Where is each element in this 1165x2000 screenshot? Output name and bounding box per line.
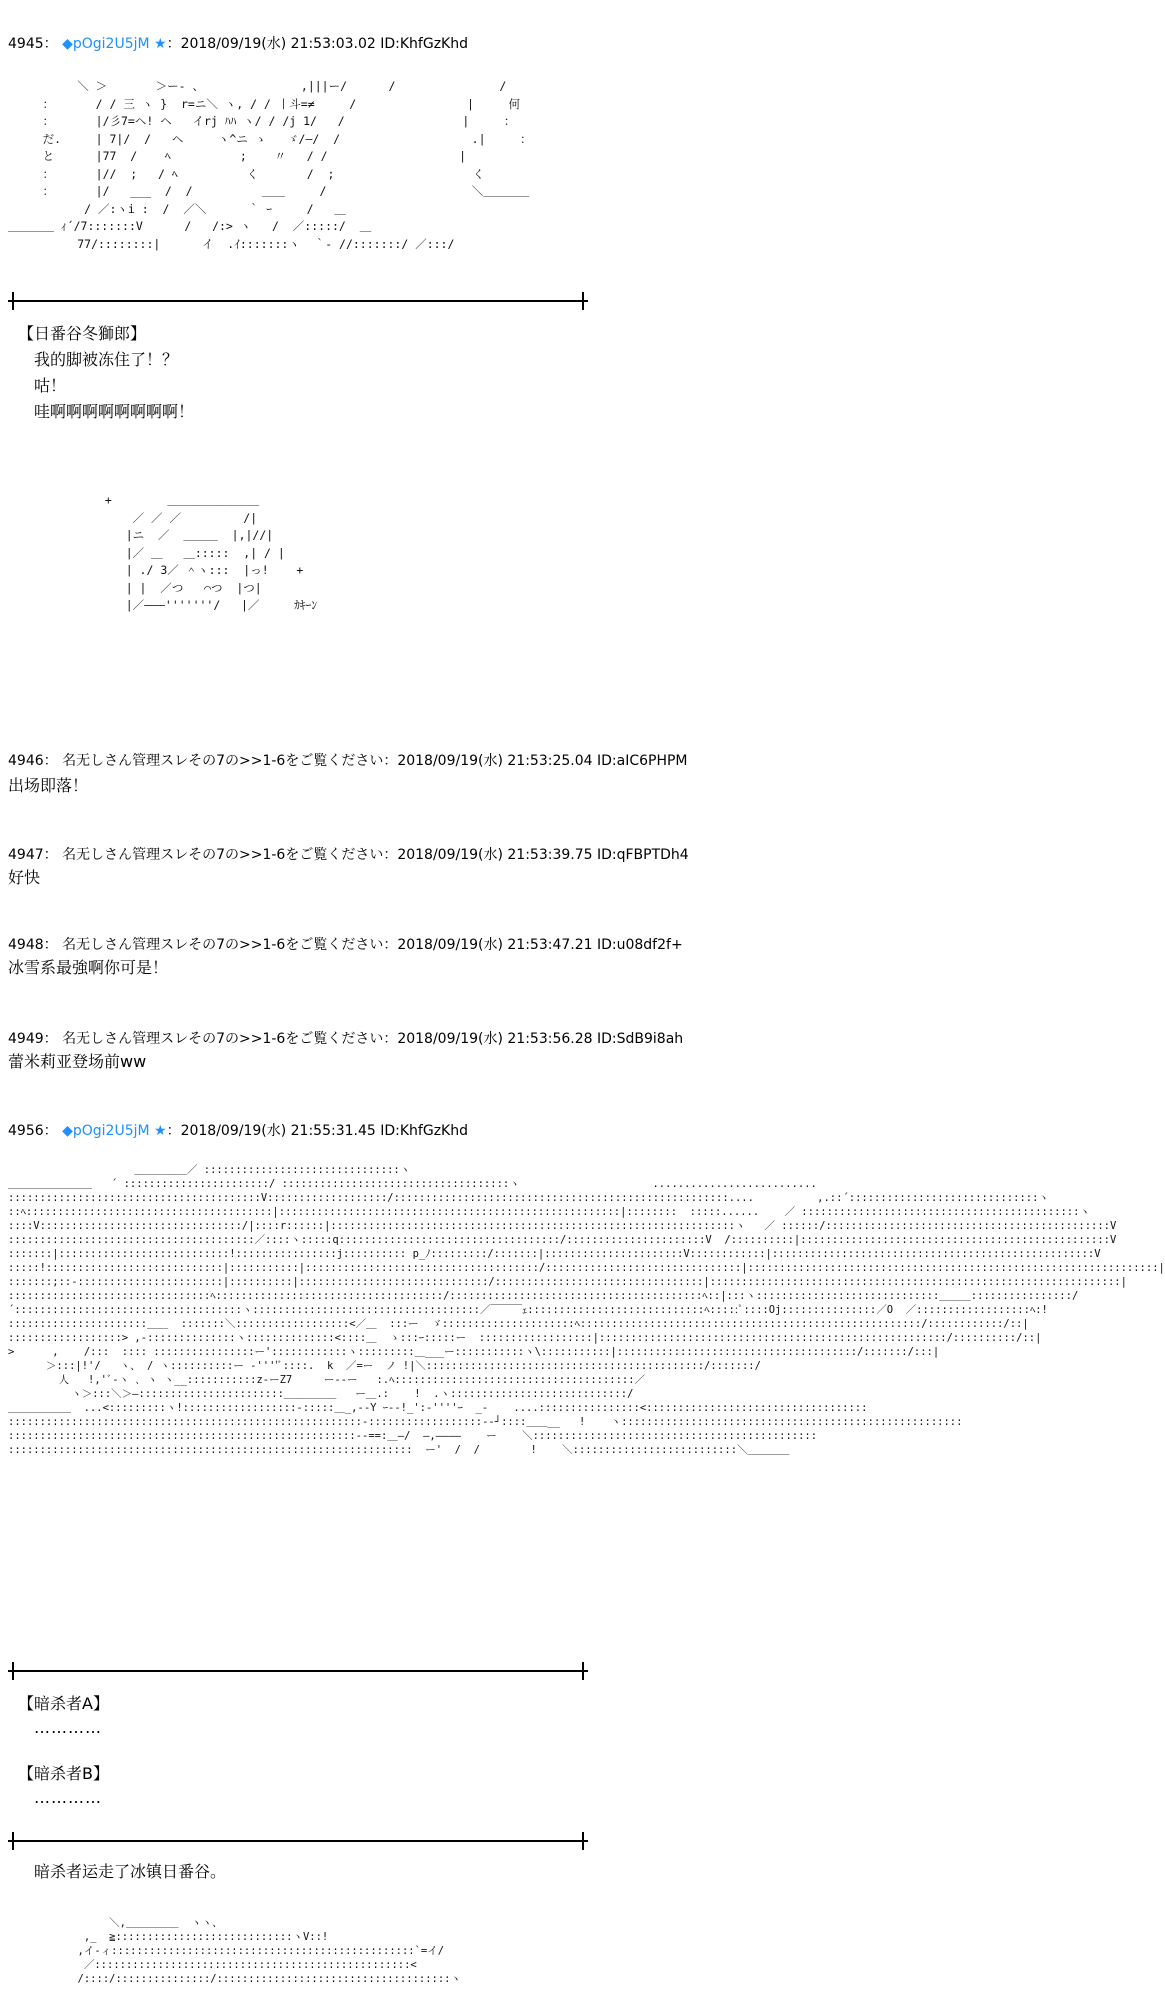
dialogue-line: ………… (34, 1788, 102, 1807)
post-header: 4949： 名无しさん管理スレその7の>>1-6をご覧ください：2018/09/19(水) 21:53:56.28 ID:SdB9i8ah (8, 1031, 684, 1047)
ascii-art-closing: ＼,＿＿＿＿＿ ヽヽ、 ,_ ≧::::::::::::::::::::::::::::ヽV::! ,イ-ィ::::::::::::::::::::::::::::::::::::::::::::::::`=イ/ ／::::::::::::::::::::::::::::::::::::::::::::::::::< /::::/:::::::::::::::/:::::::::::::::::::::::::::::::::::::ヽ (77, 1917, 462, 1985)
poster-name[interactable]: ◆pOgi2U5jM ★ (62, 36, 167, 52)
post-meta: ：2018/09/19(水) 21:53:56.28 ID:SdB9i8ah (383, 1031, 684, 1047)
post-meta: ：2018/09/19(水) 21:53:39.75 ID:qFBPTDh4 (383, 847, 689, 863)
divider (8, 1840, 588, 1842)
post-number: 4947 (8, 847, 44, 863)
post-number: 4949 (8, 1031, 44, 1047)
post-header: 4956： ◆pOgi2U5jM ★：2018/09/19(水) 21:55:31.45 ID:KhfGzKhd (8, 1123, 468, 1139)
speaker-label: 【暗杀者B】 (18, 1764, 109, 1783)
dialogue-line: 我的脚被冻住了！？ (34, 350, 179, 369)
post-header: 4945： ◆pOgi2U5jM ★：2018/09/19(水) 21:53:03.02 ID:KhfGzKhd (8, 36, 468, 52)
divider (8, 1670, 588, 1672)
dialogue-line: 咕！ (34, 376, 67, 395)
post-body: 蕾米莉亚登场前ww (8, 1052, 147, 1071)
poster-name: 名无しさん管理スレその7の>>1-6をご覧ください (62, 1031, 384, 1047)
post-header: 4947： 名无しさん管理スレその7の>>1-6をご覧ください：2018/09/19(水) 21:53:39.75 ID:qFBPTDh4 (8, 847, 689, 863)
post-number: 4946 (8, 753, 44, 769)
ascii-art-assassins: ＿＿＿＿＿／ :::::::::::::::::::::::::::::::ヽ ＿＿＿＿＿＿＿＿ ´ :::::::::::::::::::::::/ ::::::::::::::::::::::::::::::::::::ヽ .......................... ::::::::::::::::::::::::::::::::::::::::V:::::::::::::::::::/:::::::::::::::::::::::::::::::::::::::::::::::::::::.... ,.::´::::::::::::::::::::::::::::::ヽ ::ﾍ:::::::::::::::::::::::::::::::::::::::|::::::::::::::::::::::::::::::::::::::::::::::::::::::|:::::::: :::::...... ／ ::::::::::::::::::::::::::::::::::::::::::::ヽ ::::V::::::::::::::::::::::::::::::::/|::::r::::::|::::::::::::::::::::::::::::::::::::::::::::::::::::::::::::::::ヽ ／ ::::::/:::::::::::::::::::::::::::::::::::::::::::::V :::::::::::::::::::::::::::::::::::::::／::::ヽ:::::q:::::::::::::::::::::::::::::::::::/::::::::::::::::::::::V /::::::::::|:::::::::::::::::::::::::::::::::::::::::::::::::V :::::::|:::::::::::::::::::::::::::!::::::::::::::::j:::::::::: p_ﾉ:::::::::/:::::::|::::::::::::::::::::::V::::::::::::|:::::::::::::::::::::::::::::::::::::::::::::::::::V :::::!::::::::::::::::::::::::::::|:::::::::::|:::::::::::::::::::::::::::::::::::::/:::::::::::::::::::::::::::::::|:::::::::::::::::::::::::::::::::::::::::::::::::::::::::::::::::| :::::::;::-:::::::::::::::::::::::|::::::::::|::::::::::::::::::::::::::::::/:::::::::::::::::::::::::::::::::|:::::::::::::::::::::::::::::::::::::::::::::::::::::::::::::::::| ::::::::::::::::::::::::::::::::ﾍ::::::::::::::::::::::::::::::::::::/::::::::::::::::::::::::::::::::::::::::ﾍ::|:::ヽ:::::::::::::::::::::::::::::＿＿＿::::::::::::::::/ ´::::::::::::::::::::::::::::::::::::ヽ::::::::::::::::::::::::::::::::::::／￣￣￣ｪ::::::::::::::::::::::::::::ﾍ:::::ﾟ::::Oj:::::::::::::::／O ／::::::::::::::::::ﾍ:! ::::::::::::::::::::::＿＿ :::::::＼::::::::::::::::::<／＿ :::ー ゞ:::::::::::::::::::::ﾍ::::::::::::::::::::::::::::::::::::::::::::::::::::::/::::::::::::/::| ::::::::::::::::::> ,-::::::::::::::ヽ::::::::::::::<::::＿ ゝ:::ｰ:::::ー ::::::::::::::::::|:::::::::::::::::::::::::::::::::::::::::::::::::::::::/::::::::::/::| > , /::: :::: ::::::::::::::::ー'::::::::::::ヽ:::::::::＿___ー:::::::::::ヽ\:::::::::::|::::::::::::::::::::::::::::::::::::::/:::::::/:::| ＞:::|!'/ ヽ、 / ヽ::::::::::ー ‐''''ﾞ::::. k ／=ー ノ !|＼::::::::::::::::::::::::::::::::::::::::::::/:::::::/ 人 !,'ﾞ-ヽ ､ ヽ ヽ__:::::::::::z-ーZ7 ー--ー :.ﾍ::::::::::::::::::::::::::::::::::::::／ ヽ＞:::＼＞―:::::::::::::::::::::::＿＿＿＿＿ ー＿.: ! .ヽ::::::::::::::::::::::::::::/ ＿＿＿＿＿＿ ...<:::::::::ヽ!::::::::::::::::::-:::::＿_,--Y ｰ--!_':-''''ｰ _- ....::::::::::::::::<::::::::::::::::::::::::::::::::::: ::::::::::::::::::::::::::::::::::::::::::::::::::::::::-::::::::::::::::::--┘::::＿＿__ ! ヽ:::::::::::::::::::::::::::::::::::::::::::::::::::::: :::::::::::::::::::::::::::::::::::::::::::::::::::::::--==:＿―/ ―,―――― ー ＼::::::::::::::::::::::::::::::::::::::::::::: :::::::::::::::::::::::::::::::::::::::::::::::::::::::::::::::: ー' / / ! ＼::::::::::::::::::::::::::＼＿＿＿＿ (8, 1164, 1165, 1456)
post-meta: ：2018/09/19(水) 21:55:31.45 ID:KhfGzKhd (166, 1123, 468, 1139)
narration-line: 暗杀者运走了冰镇日番谷。 (34, 1862, 227, 1881)
post-number: 4948 (8, 937, 44, 953)
post-header: 4946： 名无しさん管理スレその7の>>1-6をご覧ください：2018/09/19(水) 21:53:25.04 ID:aIC6PHPM (8, 753, 688, 769)
post-meta: ：2018/09/19(水) 21:53:03.02 ID:KhfGzKhd (166, 36, 468, 52)
post-body: 出场即落！ (8, 776, 89, 795)
post-meta: ：2018/09/19(水) 21:53:25.04 ID:aIC6PHPM (383, 753, 688, 769)
post-header: 4948： 名无しさん管理スレその7の>>1-6をご覧ください：2018/09/19(水) 21:53:47.21 ID:u08df2f+ (8, 937, 683, 953)
speaker-label: 【日番谷冬獅郎】 (18, 324, 147, 343)
poster-name: 名无しさん管理スレその7の>>1-6をご覧ください (62, 937, 384, 953)
poster-name: 名无しさん管理スレその7の>>1-6をご覧ください (62, 753, 384, 769)
post-body: 好快 (8, 868, 41, 887)
dialogue-line: ………… (34, 1718, 102, 1737)
speaker-label: 【暗杀者A】 (18, 1694, 109, 1713)
divider (8, 300, 588, 302)
ascii-art-scene: ＼ ＞ ＞ー- 、 ,|||ー/ / / ： / / 三 ヽ } r=ニ＼ ヽ, / / 丨斗=≠ / | 何 ： |/彡7=ヘ! ヘ イrj ﾊﾊ ヽ/ / /j 1/ / | ： だ. | 7|/ / ヘ ヽ^ニ ゝ ゞ/―/ / .| ： と |77 / ﾍ ; 〃 / / | ： |// ; / ﾍ く / ; く ： |/ ___ / / ＿＿ / ＼＿＿＿＿ / ／:ヽi : / ／＼ ｀ ｰ / ＿ ＿＿＿＿ ｨ´/7:::::::V / /:> ヽ / ／:::::/ ＿ 77/::::::::| イ .ｲ:::::::ヽ ｀- //:::::::/ ／:::/ (8, 79, 532, 251)
ascii-art-ice-block: + ＿＿＿＿＿＿＿＿ ／ ／ ／ /| |ニ ／ ＿＿＿ |,|//| |／ ＿ ＿::::: ,| / | | ./ 3／ ＾ヽ::: |っ! + | | ／つ ⌒つ |つ| |／―――'''''''/ |／ ｶｷｰﾝ (104, 493, 318, 612)
post-number: 4956 (8, 1123, 44, 1139)
poster-name[interactable]: ◆pOgi2U5jM ★ (62, 1123, 167, 1139)
post-meta: ：2018/09/19(水) 21:53:47.21 ID:u08df2f+ (383, 937, 683, 953)
post-number: 4945 (8, 36, 44, 52)
post-body: 冰雪系最強啊你可是！ (8, 958, 169, 977)
poster-name: 名无しさん管理スレその7の>>1-6をご覧ください (62, 847, 384, 863)
dialogue-line: 哇啊啊啊啊啊啊啊啊！ (34, 402, 195, 421)
